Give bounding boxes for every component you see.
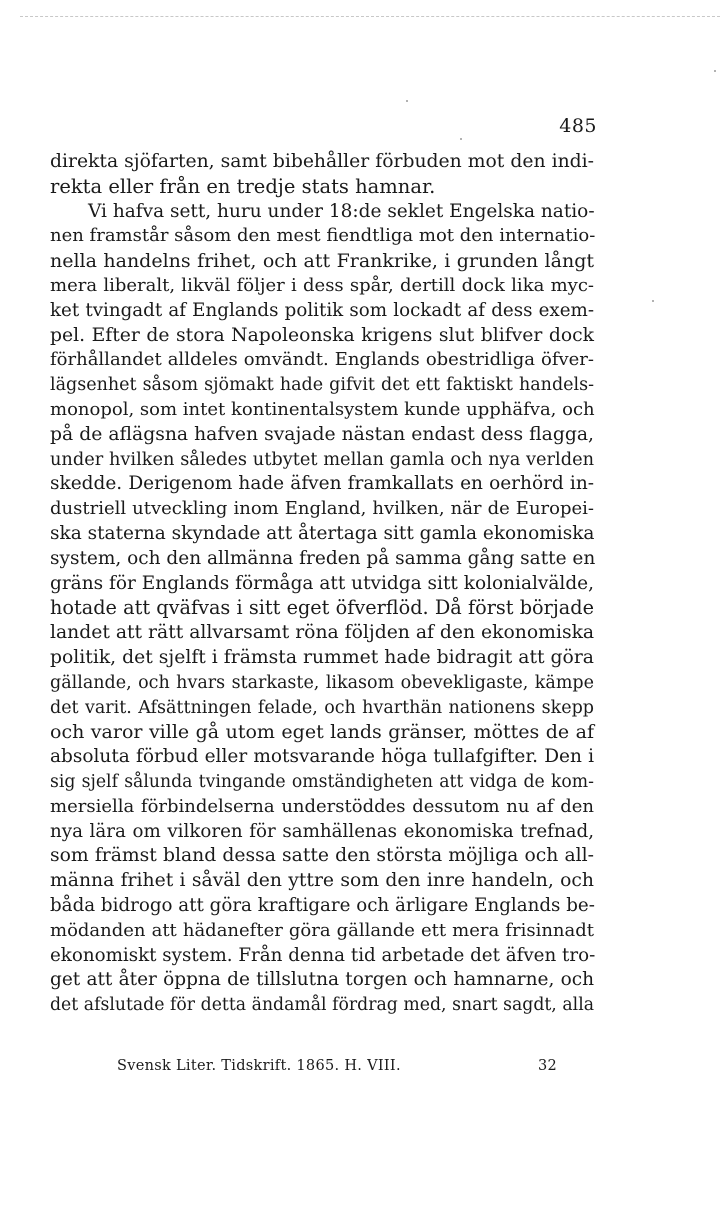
text-line: skedde. Derigenom hade äfven framkallats en oerhörd in- xyxy=(50,473,594,495)
print-speck xyxy=(652,300,654,302)
text-line: det varit. Afsättningen felade, och hvarthän nationens skepp xyxy=(50,697,594,718)
text-line: rekta eller från en tredje stats hamnar. xyxy=(50,174,436,198)
text-line: absoluta förbud eller motsvarande höga tullafgifter. Den i xyxy=(50,746,594,768)
text-line: och varor ville gå utom eget lands gränser, möttes de af xyxy=(50,721,594,744)
journal-signature-line: Svensk Liter. Tidskrift. 1865. H. VIII. xyxy=(117,1058,401,1074)
text-line: nya lära om vilkoren för samhällenas ekonomiska trefnad, xyxy=(50,820,594,842)
text-line: get att åter öppna de tillslutna torgen och hamnarne, och xyxy=(50,969,594,991)
text-line: Vi hafva sett, huru under 18:de seklet Engelska natio- xyxy=(88,200,595,222)
text-line: förhållandet alldeles omvändt. Englands obestridliga öfver- xyxy=(50,349,594,371)
page-footer xyxy=(117,1058,557,1074)
text-line: gräns för Englands förmåga att utvidga sitt kolonialvälde, xyxy=(50,572,594,594)
text-line: på de aflägsna hafven svajade nästan endast dess flagga, xyxy=(50,423,594,445)
sheet-signature: 32 xyxy=(537,1058,557,1074)
text-line: direkta sjöfarten, samt bibehåller förbuden mot den indi- xyxy=(50,151,594,172)
text-line: ket tvingadt af Englands politik som lockadt af dess exem- xyxy=(50,299,594,321)
text-line: landet att rätt allvarsamt röna följden af den ekonomiska xyxy=(50,622,595,644)
text-line: sig sjelf sålunda tvingande omständigheten att vidga de kom- xyxy=(50,771,594,792)
text-line: lägsenhet såsom sjömakt hade gifvit det ett faktiskt handels- xyxy=(50,375,594,396)
text-line: det afslutade för detta ändamål fördrag med, snart sagdt, alla xyxy=(50,995,594,1016)
text-line: männa frihet i såväl den yttre som den inre handeln, och xyxy=(50,870,594,892)
page-number: 485 xyxy=(559,115,597,137)
text-line: hotade att qväfvas i sitt eget öfverflöd. Då först började xyxy=(50,596,594,620)
text-line: nella handelns frihet, och att Frankrike, i grunden långt xyxy=(50,250,594,273)
text-line: under hvilken således utbytet mellan gamla och nya verlden xyxy=(50,449,594,470)
text-line: mera liberalt, likväl följer i dess spår, dertill dock lika myc- xyxy=(50,274,594,296)
text-line: politik, det sjelft i främsta rummet hade bidragit att göra xyxy=(50,646,594,668)
text-line: ska staterna skyndade att återtaga sitt gamla ekonomiska xyxy=(50,522,595,544)
text-line: båda bidrogo att göra kraftigare och ärligare Englands be- xyxy=(50,894,595,916)
print-speck xyxy=(406,100,408,102)
text-line: dustriell utveckling inom England, hvilken, när de Europei- xyxy=(50,498,594,520)
text-line: mersiella förbindelserna understöddes dessutom nu af den xyxy=(50,795,594,817)
text-line: nen framstår såsom den mest fiendtliga mot den internatio- xyxy=(50,225,596,247)
text-line: mödanden att hädanefter göra gällande ett mera frisinnadt xyxy=(50,919,594,941)
text-line: system, och den allmänna freden på samma gång satte en xyxy=(50,547,596,569)
print-speck xyxy=(714,70,716,72)
text-line: monopol, som intet kontinentalsystem kunde upphäfva, och xyxy=(50,398,595,420)
page-top-edge xyxy=(20,16,720,17)
text-line: som främst bland dessa satte den största möjliga och all- xyxy=(50,845,594,867)
print-speck xyxy=(460,138,462,140)
text-line: gällande, och hvars starkaste, likasom obevekligaste, kämpe xyxy=(50,672,594,693)
body-text xyxy=(50,150,594,1018)
text-line: ekonomiskt system. Från denna tid arbetade det äfven tro- xyxy=(50,944,596,966)
text-line: pel. Efter de stora Napoleonska krigens slut blifver dock xyxy=(50,324,594,346)
